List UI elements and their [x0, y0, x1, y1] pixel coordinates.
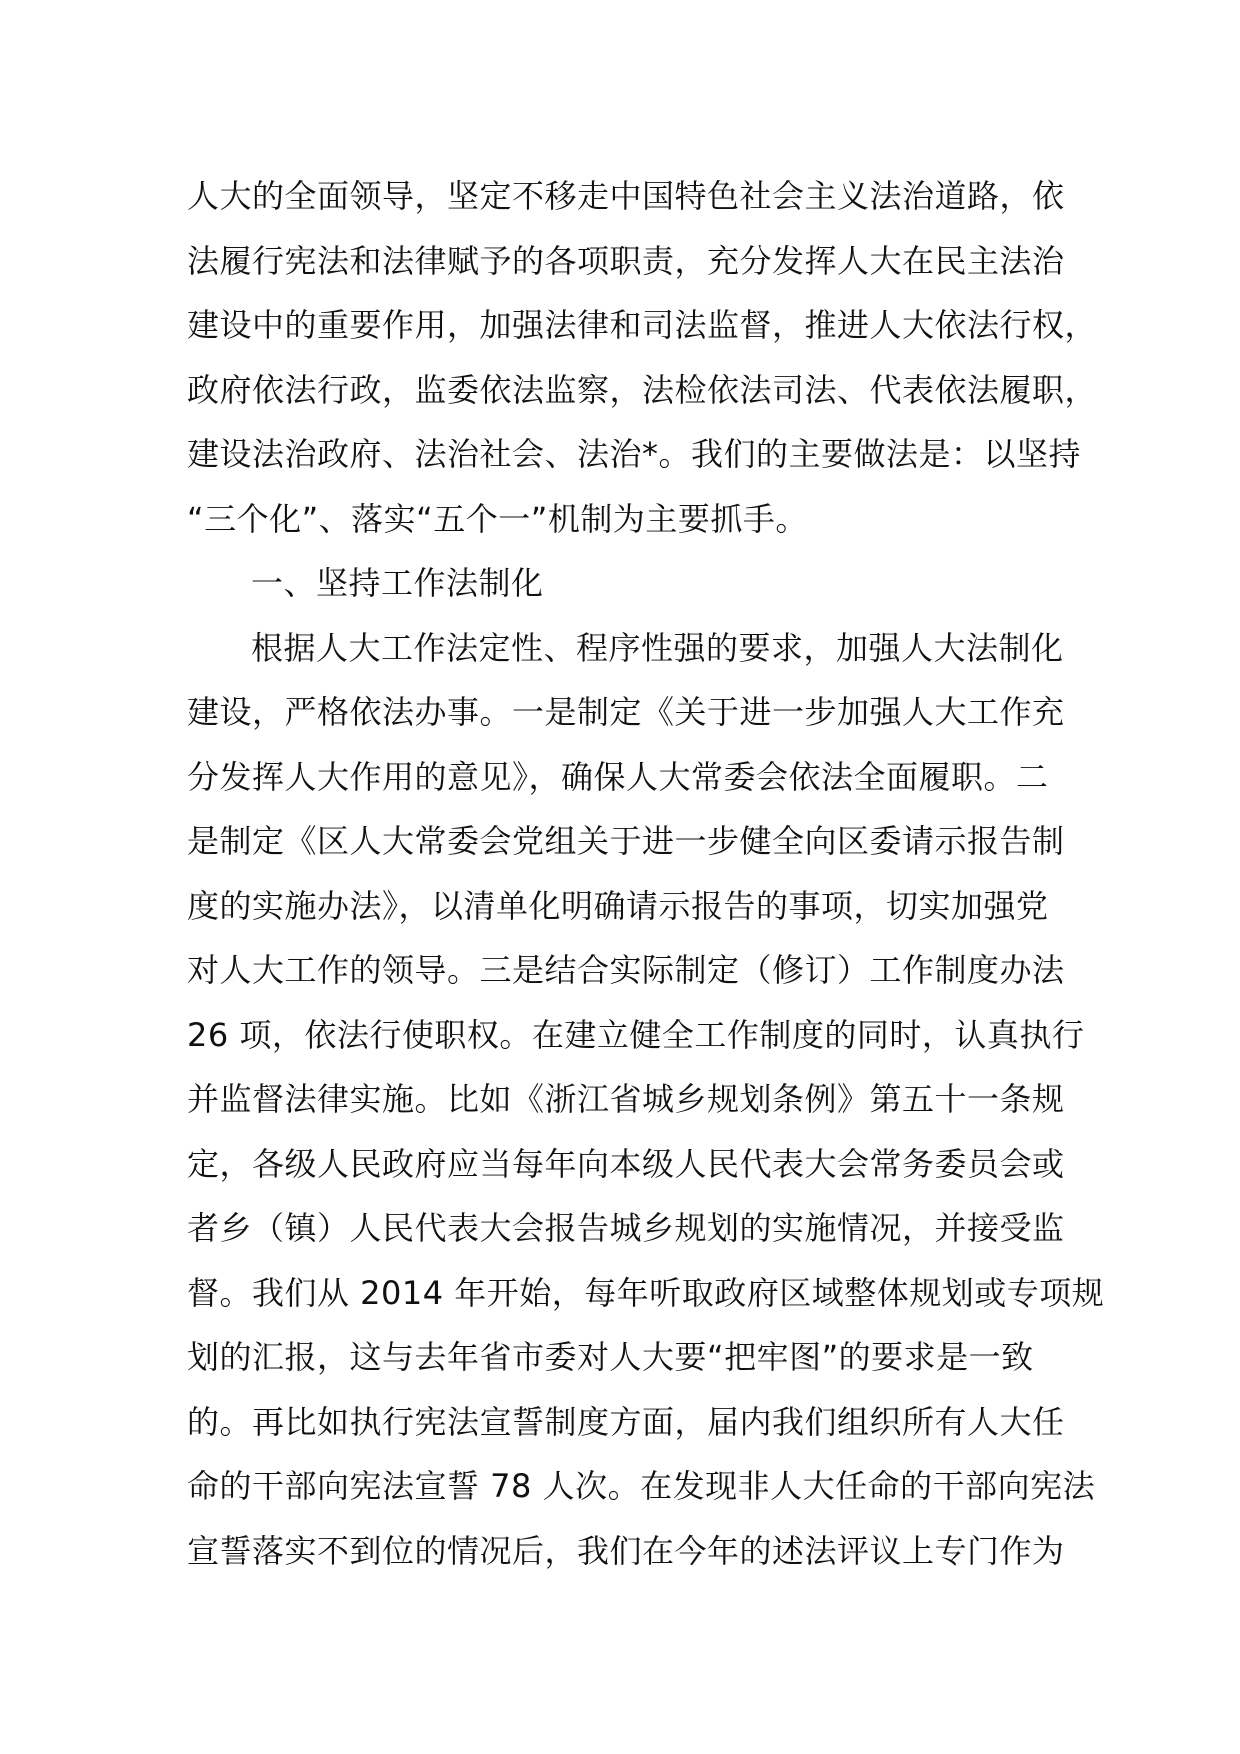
text-line: 定，各级人民政府应当每年向本级人民代表大会常务委员会或	[187, 1144, 1065, 1183]
text-line: 根据人大工作法定性、程序性强的要求，加强人大法制化	[251, 628, 1064, 667]
text-line: 是制定《区人大常委会党组关于进一步健全向区委请示报告制	[187, 822, 1065, 860]
text-line: 并监督法律实施。比如《浙江省城乡规划条例》第五十一条规	[187, 1080, 1065, 1118]
text-line: 督。我们从 2014 年开始，每年听取政府区域整体规划或专项规	[187, 1273, 1105, 1312]
text-line: 建设法治政府、法治社会、法治*。我们的主要做法是：以坚持	[187, 435, 1082, 473]
paragraph-1	[187, 164, 1098, 551]
text-line: 者乡（镇）人民代表大会报告城乡规划的实施情况，并接受监	[187, 1209, 1065, 1247]
text-line: 对人大工作的领导。三是结合实际制定（修订）工作制度办法	[187, 951, 1065, 989]
section-heading: 一、坚持工作法制化	[251, 564, 544, 602]
paragraph-2	[187, 616, 1105, 1584]
text-line: 命的干部向宪法宣誓 78 人次。在发现非人大任命的干部向宪法	[187, 1467, 1096, 1505]
text-line: 划的汇报，这与去年省市委对人大要“把牢图”的要求是一致	[187, 1338, 1034, 1376]
text-line: 建设中的重要作用，加强法律和司法监督，推进人大依法行权，	[187, 306, 1098, 344]
text-line: 法履行宪法和法律赋予的各项职责，充分发挥人大在民主法治	[187, 241, 1065, 280]
document-body	[187, 164, 1105, 1583]
text-line: 分发挥人大作用的意见》，确保人大常委会依法全面履职。二	[187, 757, 1049, 796]
text-line: 宣誓落实不到位的情况后，我们在今年的述法评议上专门作为	[187, 1531, 1065, 1570]
text-line: 的。再比如执行宪法宣誓制度方面，届内我们组织所有人大任	[187, 1402, 1065, 1441]
text-line: “三个化”、落实“五个一”机制为主要抓手。	[187, 499, 808, 538]
text-line: 度的实施办法》，以清单化明确请示报告的事项，切实加强党	[187, 886, 1049, 925]
text-line: 建设，严格依法办事。一是制定《关于进一步加强人大工作充	[187, 693, 1065, 731]
text-line: 政府依法行政，监委依法监察，法检依法司法、代表依法履职，	[187, 370, 1098, 409]
text-line: 人大的全面领导，坚定不移走中国特色社会主义法治道路，依	[187, 177, 1065, 215]
text-line: 26 项，依法行使职权。在建立健全工作制度的同时，认真执行	[187, 1015, 1085, 1054]
